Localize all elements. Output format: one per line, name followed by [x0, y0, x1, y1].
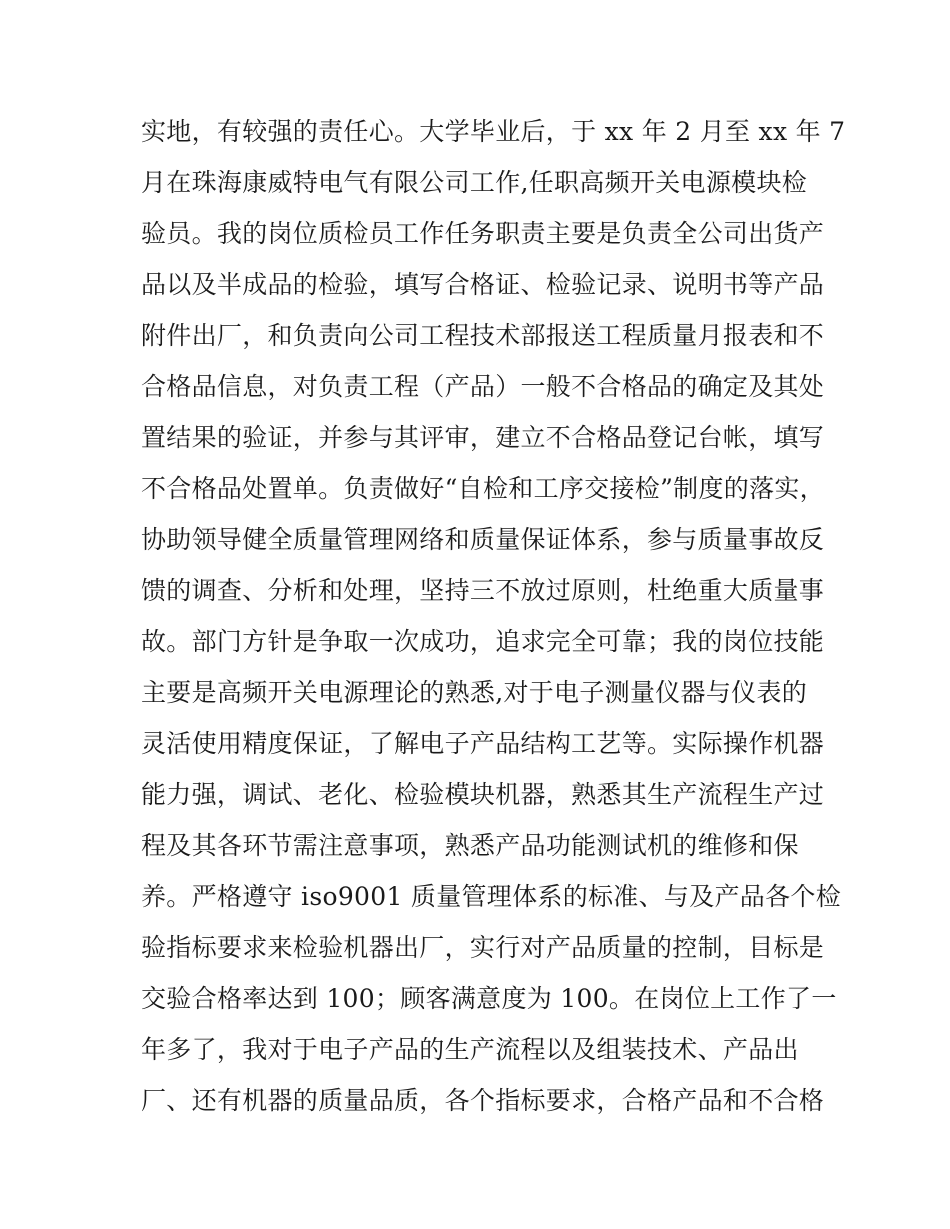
text-line: 月在珠海康威特电气有限公司工作,任职高频开关电源模块检 — [141, 168, 808, 197]
text-line: 置结果的验证，并参与其评审，建立不合格品登记台帐，填写 — [141, 423, 825, 452]
text-line: 馈的调查、分析和处理，坚持三不放过原则，杜绝重大质量事 — [141, 576, 825, 605]
text-line: 能力强，调试、老化、检验模块机器，熟悉其生产流程生产过 — [141, 780, 825, 809]
text-line: 附件出厂，和负责向公司工程技术部报送工程质量月报表和不 — [141, 321, 825, 350]
text-line: 灵活使用精度保证，了解电子产品结构工艺等。实际操作机器 — [141, 729, 825, 758]
body-text — [141, 106, 846, 1126]
text-line: 品以及半成品的检验，填写合格证、检验记录、说明书等产品 — [141, 270, 825, 299]
text-line: 合格品信息，对负责工程（产品）一般不合格品的确定及其处 — [141, 372, 825, 401]
text-line: 交验合格率达到 100；顾客满意度为 100。在岗位上工作了一 — [141, 984, 837, 1013]
text-line: 主要是高频开关电源理论的熟悉,对于电子测量仪器与仪表的 — [141, 678, 808, 707]
text-line: 验指标要求来检验机器出厂，实行对产品质量的控制，目标是 — [141, 933, 825, 962]
text-line: 年多了，我对于电子产品的生产流程以及组装技术、产品出 — [141, 1035, 799, 1064]
text-line: 厂、还有机器的质量品质，各个指标要求，合格产品和不合格 — [141, 1086, 825, 1115]
text-line: 不合格品处置单。负责做好“自检和工序交接检”制度的落实， — [141, 474, 825, 503]
text-line: 养。严格遵守 iso9001 质量管理体系的标准、与及产品各个检 — [141, 882, 841, 911]
text-line: 程及其各环节需注意事项，熟悉产品功能测试机的维修和保 — [141, 831, 799, 860]
text-line: 实地，有较强的责任心。大学毕业后，于 xx 年 2 月至 xx 年 7 — [141, 117, 846, 146]
text-line: 故。部门方针是争取一次成功，追求完全可靠；我的岗位技能 — [141, 627, 825, 656]
text-line: 协助领导健全质量管理网络和质量保证体系，参与质量事故反 — [141, 525, 825, 554]
text-line: 验员。我的岗位质检员工作任务职责主要是负责全公司出货产 — [141, 219, 825, 248]
